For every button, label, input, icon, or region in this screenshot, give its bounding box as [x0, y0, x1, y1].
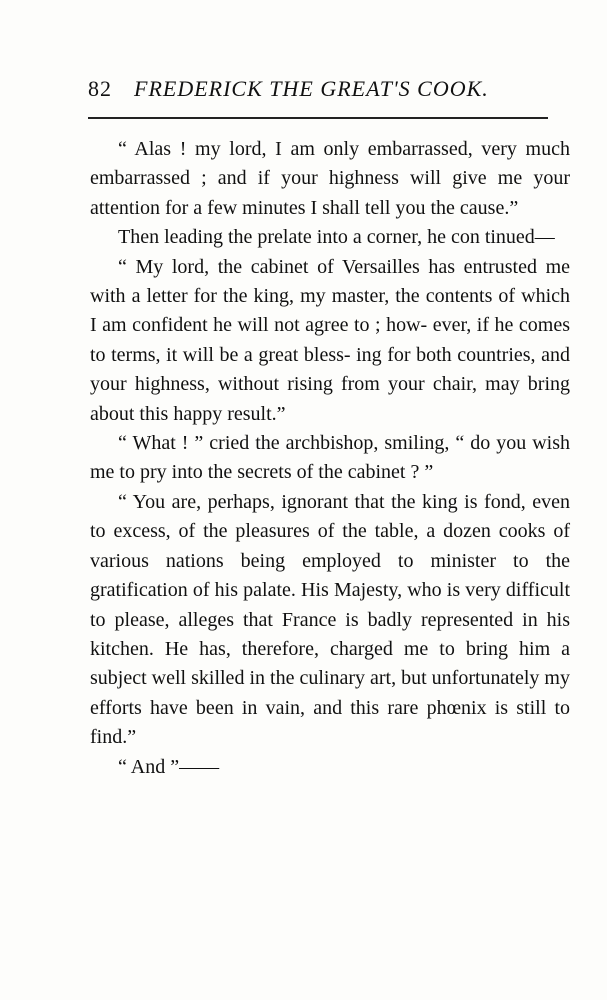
header-rule [88, 117, 548, 119]
paragraph: “ Alas ! my lord, I am only embarrassed, very much embarrassed ; and if your highness will give me your attention for a few minutes I shall tell you the cause.” [90, 138, 570, 219]
paragraph: “ You are, perhaps, ignorant that the king is fond, even to excess, of the pleasures of the table, a dozen cooks of various nations being employed to minister to the gratification of his palate. His Majesty, who is very difficult to please, alleges that France is badly represented in his kitchen. He has, therefore, charged me to bring him a subject well skilled in the culinary art, but unfortunately my efforts have been in vain, and this rare phœnix is still to find.” [90, 490, 570, 749]
paragraph: Then leading the prelate into a corner, he con tinued— [118, 226, 555, 249]
running-title: FREDERICK THE GREAT'S COOK. [134, 76, 489, 101]
body-text [90, 135, 570, 782]
paragraph: “ What ! ” cried the archbishop, smiling, “ do you wish me to pry into the secrets of the cabinet ? ” [90, 432, 570, 484]
paragraph: “ My lord, the cabinet of Versailles has entrusted me with a letter for the king, my master, the contents of which I am confident he will not agree to ; how- ever, if he comes to terms, it will be a great bless- ing for both countries, and your highness, without rising from your chair, may bring about this happy result.” [90, 255, 570, 425]
page-number: 82 [88, 76, 112, 101]
paragraph: “ And ”—— [118, 755, 220, 778]
